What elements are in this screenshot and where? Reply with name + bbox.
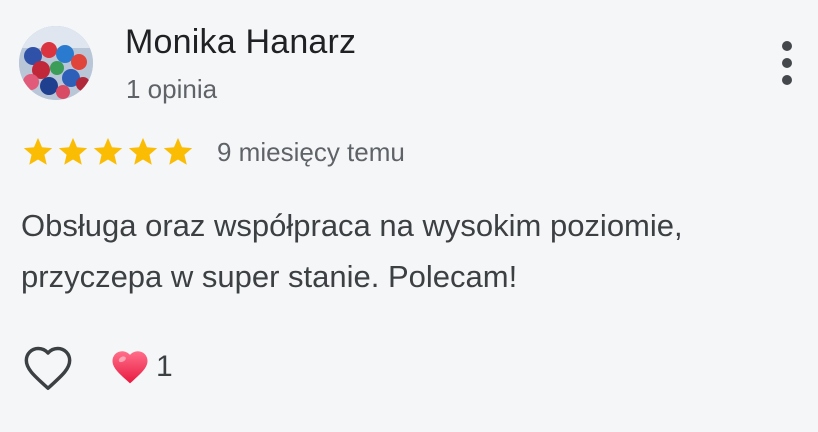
reactions[interactable]	[108, 344, 173, 390]
more-vertical-icon-dot	[782, 75, 792, 85]
star-rating	[21, 135, 195, 169]
star-icon	[161, 135, 195, 169]
author-review-count: 1 opinia	[126, 74, 218, 104]
avatar[interactable]	[19, 26, 93, 100]
avatar-photo	[19, 26, 93, 100]
review-time: 9 miesięcy temu	[217, 137, 405, 167]
more-vertical-icon	[782, 41, 792, 51]
more-vertical-icon-dot	[782, 58, 792, 68]
author-name[interactable]: Monika Hanarz	[125, 23, 357, 61]
review-text: Obsługa oraz współpraca na wysokim poziomie, przyczepa w super stanie. Polecam!	[21, 208, 683, 294]
star-icon	[21, 135, 55, 169]
like-button[interactable]	[20, 342, 76, 394]
star-icon	[91, 135, 125, 169]
star-icon	[126, 135, 160, 169]
reaction-count: 1	[156, 350, 173, 383]
heart-outline-icon	[20, 342, 76, 394]
rating-row	[21, 132, 405, 172]
more-options-button[interactable]	[770, 38, 804, 88]
heart-filled-icon	[108, 346, 152, 388]
star-icon	[56, 135, 90, 169]
